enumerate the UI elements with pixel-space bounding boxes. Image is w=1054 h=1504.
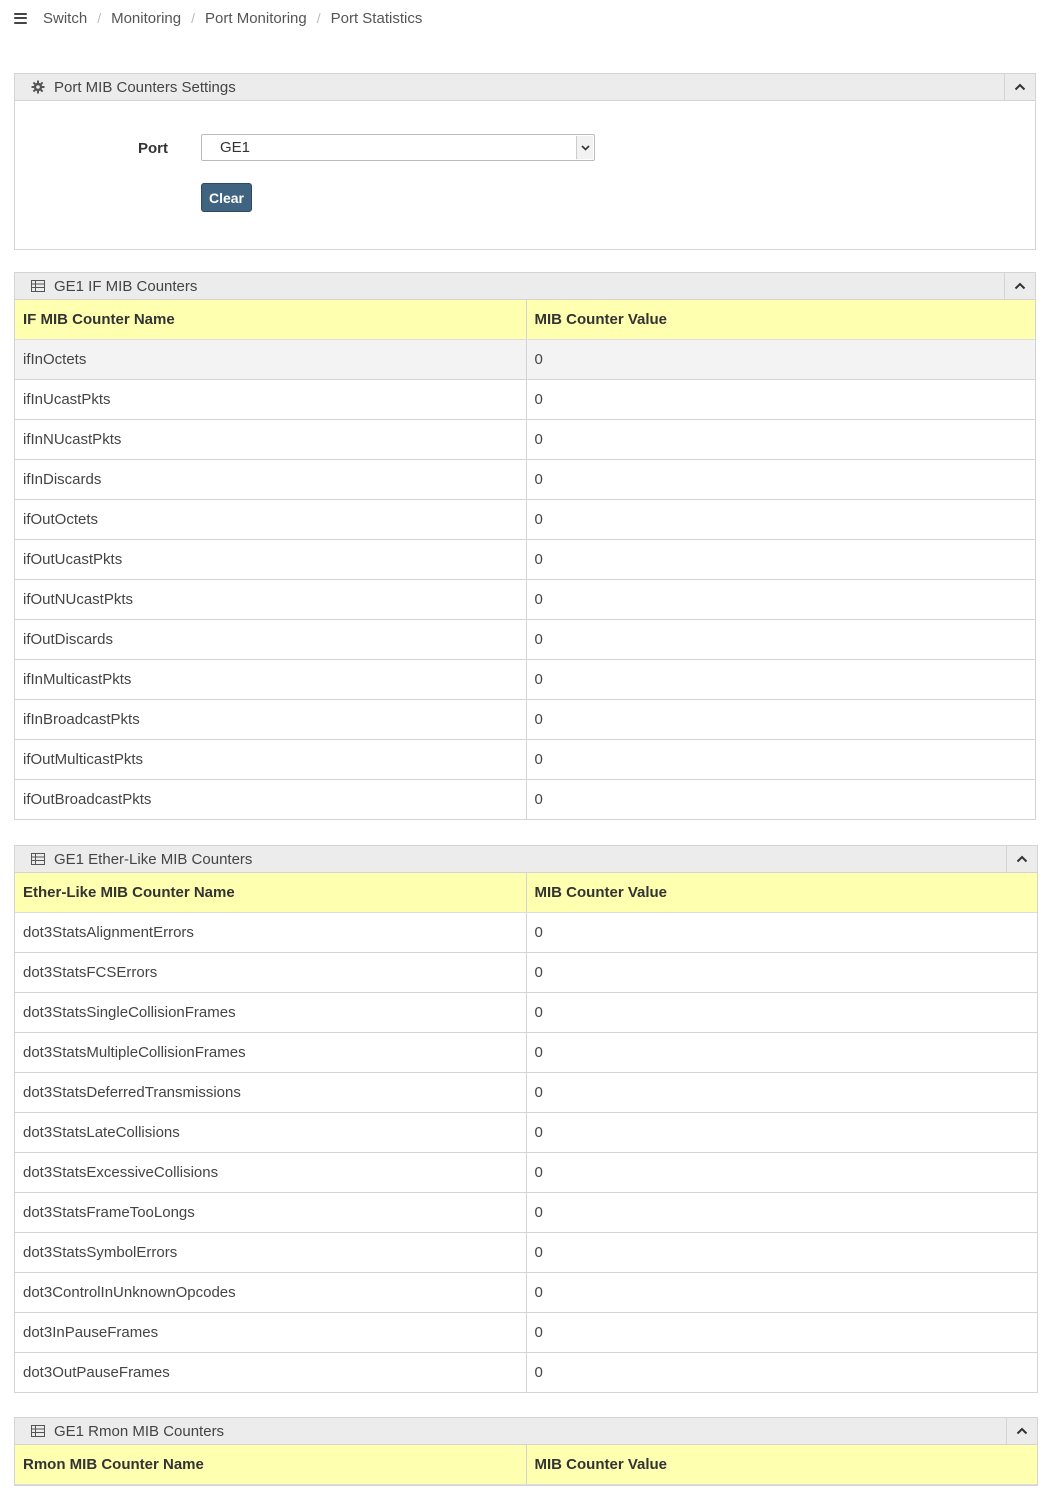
table-row	[15, 1273, 1037, 1313]
rmon-mib-table	[15, 1445, 1037, 1485]
gear-icon	[31, 80, 45, 94]
rmon-mib-panel	[14, 1417, 1038, 1486]
table-row	[15, 420, 1035, 460]
settings-panel	[14, 73, 1036, 250]
if-mib-panel	[14, 272, 1036, 820]
counter-name: ifInMulticastPkts	[15, 660, 526, 700]
column-header-counter-value: MIB Counter Value	[526, 300, 1035, 340]
column-header-counter-name: Ether-Like MIB Counter Name	[15, 873, 526, 913]
counter-value: 0	[526, 1233, 1037, 1273]
table-icon	[31, 852, 45, 866]
table-row	[15, 660, 1035, 700]
counter-name: dot3StatsDeferredTransmissions	[15, 1073, 526, 1113]
settings-panel-header	[15, 74, 1035, 101]
if-mib-table	[15, 300, 1035, 819]
counter-name: ifOutUcastPkts	[15, 540, 526, 580]
counter-name: dot3ControlInUnknownOpcodes	[15, 1273, 526, 1313]
table-row	[15, 780, 1035, 820]
port-label: Port	[138, 140, 168, 157]
collapse-ether-mib-button[interactable]	[1006, 846, 1037, 872]
counter-name: ifOutBroadcastPkts	[23, 791, 152, 808]
breadcrumb-switch[interactable]: Switch	[43, 9, 88, 27]
ether-mib-panel-title: GE1 Ether-Like MIB Counters	[54, 850, 253, 868]
counter-name: dot3StatsSingleCollisionFrames	[15, 993, 526, 1033]
collapse-rmon-mib-button[interactable]	[1006, 1418, 1037, 1444]
table-row	[15, 1233, 1037, 1273]
counter-value: 0	[526, 1193, 1037, 1233]
table-row	[15, 580, 1035, 620]
breadcrumb-port-statistics: Port Statistics	[330, 9, 423, 27]
counter-name: ifOutOctets	[15, 500, 526, 540]
if-mib-panel-header	[15, 273, 1035, 300]
if-mib-panel-title: GE1 IF MIB Counters	[54, 277, 198, 295]
counter-name: ifInOctets	[15, 340, 526, 380]
counter-value: 0	[526, 700, 1035, 740]
counter-name: ifOutMulticastPkts	[15, 740, 526, 780]
counter-name: dot3OutPauseFrames	[23, 1364, 170, 1381]
settings-body	[15, 101, 1035, 249]
table-row	[15, 1193, 1037, 1233]
port-select-value: GE1	[220, 139, 251, 156]
chevron-up-icon	[1014, 282, 1026, 290]
counter-value: 0	[526, 1273, 1037, 1313]
counter-value: 0	[526, 1033, 1037, 1073]
breadcrumb-separator: /	[191, 10, 196, 26]
table-row	[15, 1033, 1037, 1073]
rmon-mib-panel-title: GE1 Rmon MIB Counters	[54, 1422, 225, 1440]
table-row	[15, 953, 1037, 993]
table-row	[15, 1073, 1037, 1113]
counter-name: ifOutDiscards	[15, 620, 526, 660]
breadcrumb-monitoring[interactable]: Monitoring	[111, 9, 182, 27]
counter-value: 0	[526, 580, 1035, 620]
counter-value: 0	[526, 380, 1035, 420]
table-icon	[31, 1424, 45, 1438]
counter-name: ifInNUcastPkts	[15, 420, 526, 460]
ether-mib-table	[15, 873, 1037, 1392]
counter-value: 0	[526, 420, 1035, 460]
breadcrumb-port-monitoring[interactable]: Port Monitoring	[205, 9, 307, 27]
breadcrumb-separator: /	[97, 10, 102, 26]
counter-value: 0	[526, 540, 1035, 580]
chevron-up-icon	[1016, 1427, 1028, 1435]
counter-value: 0	[526, 1153, 1037, 1193]
table-row	[15, 1353, 1037, 1393]
table-row	[15, 460, 1035, 500]
counter-name: dot3StatsSymbolErrors	[15, 1233, 526, 1273]
table-row	[15, 1153, 1037, 1193]
column-header-counter-name: IF MIB Counter Name	[15, 300, 526, 340]
chevron-up-icon	[1014, 83, 1026, 91]
settings-panel-title: Port MIB Counters Settings	[54, 78, 236, 96]
breadcrumb-separator: /	[316, 10, 321, 26]
table-row	[15, 540, 1035, 580]
counter-value: 0	[526, 1073, 1037, 1113]
table-row	[15, 700, 1035, 740]
counter-value: 0	[526, 340, 1035, 380]
counter-value: 0	[526, 620, 1035, 660]
counter-name: dot3StatsFCSErrors	[15, 953, 526, 993]
counter-name: dot3InPauseFrames	[15, 1313, 526, 1353]
counter-name: dot3StatsLateCollisions	[15, 1113, 526, 1153]
counter-value: 0	[526, 500, 1035, 540]
table-row	[15, 1113, 1037, 1153]
ether-mib-panel	[14, 845, 1038, 1393]
table-row	[15, 993, 1037, 1033]
counter-name: dot3StatsExcessiveCollisions	[15, 1153, 526, 1193]
ether-mib-panel-header	[15, 846, 1037, 873]
counter-value: 0	[526, 1113, 1037, 1153]
counter-value: 0	[526, 993, 1037, 1033]
counter-value: 0	[526, 460, 1035, 500]
table-row	[15, 340, 1035, 380]
collapse-settings-button[interactable]	[1004, 74, 1035, 100]
counter-name: dot3StatsFrameTooLongs	[15, 1193, 526, 1233]
counter-name: ifOutNUcastPkts	[15, 580, 526, 620]
counter-value: 0	[526, 953, 1037, 993]
column-header-counter-name: Rmon MIB Counter Name	[15, 1445, 526, 1485]
breadcrumb	[0, 0, 422, 36]
counter-name: ifInDiscards	[15, 460, 526, 500]
table-row	[15, 740, 1035, 780]
counter-value: 0	[526, 780, 1035, 820]
chevron-down-icon[interactable]	[576, 136, 593, 159]
clear-button[interactable]: Clear	[201, 183, 252, 212]
table-row	[15, 1313, 1037, 1353]
column-header-counter-value: MIB Counter Value	[526, 873, 1037, 913]
counter-value: 0	[526, 740, 1035, 780]
table-row	[15, 380, 1035, 420]
counter-value: 0	[526, 1313, 1037, 1353]
counter-name: dot3StatsMultipleCollisionFrames	[15, 1033, 526, 1073]
table-row	[15, 500, 1035, 540]
port-select[interactable]	[201, 134, 595, 161]
collapse-if-mib-button[interactable]	[1004, 273, 1035, 299]
rmon-mib-panel-header	[15, 1418, 1037, 1445]
counter-name: ifInUcastPkts	[15, 380, 526, 420]
table-icon	[31, 279, 45, 293]
table-row	[15, 913, 1037, 953]
chevron-up-icon	[1016, 855, 1028, 863]
column-header-counter-value: MIB Counter Value	[526, 1445, 1037, 1485]
table-row	[15, 620, 1035, 660]
counter-name: ifInBroadcastPkts	[15, 700, 526, 740]
hamburger-menu-icon[interactable]	[14, 13, 27, 24]
counter-value: 0	[526, 660, 1035, 700]
counter-value: 0	[526, 1353, 1037, 1393]
counter-name: dot3StatsAlignmentErrors	[15, 913, 526, 953]
counter-value: 0	[526, 913, 1037, 953]
